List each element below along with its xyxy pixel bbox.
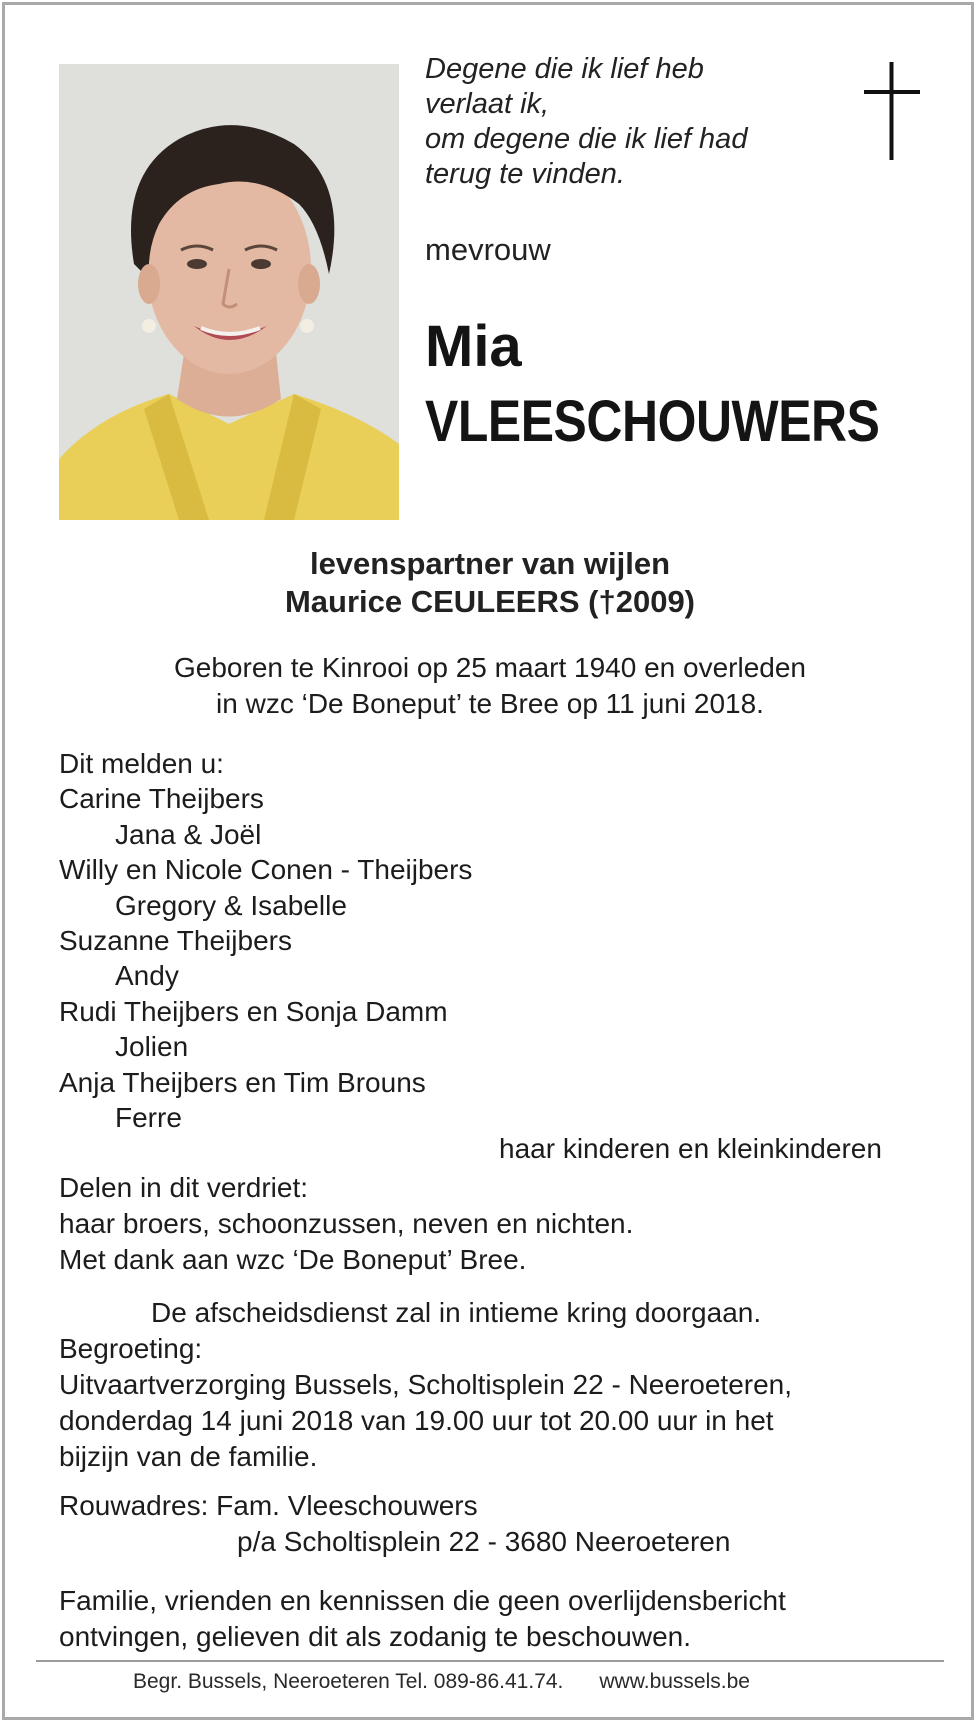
list-item: Carine Theijbers — [59, 783, 264, 815]
grief-line: Met dank aan wzc ‘De Boneput’ Bree. — [59, 1244, 527, 1275]
birth-death-block — [0, 650, 980, 722]
website-link[interactable]: www.bussels.be — [599, 1670, 750, 1693]
notice-block — [59, 1583, 786, 1655]
poem-line: Degene die ik lief heb — [425, 53, 704, 85]
honorific: mevrouw — [425, 232, 551, 267]
memorial-poem — [425, 52, 747, 192]
list-item: Andy — [115, 960, 179, 992]
notice-line: Familie, vrienden en kennissen die geen overlijdensbericht — [59, 1585, 786, 1616]
list-item: Jolien — [115, 1031, 189, 1063]
deceased-last-name: VLEESCHOUWERS — [425, 389, 880, 454]
grief-block — [59, 1170, 633, 1278]
service-line: Begroeting: — [59, 1333, 203, 1364]
birth-line: Geboren te Kinrooi op 25 maart 1940 en overleden — [174, 652, 806, 683]
poem-line: terug te vinden. — [425, 158, 625, 190]
list-item: Willy en Nicole Conen - Theijbers — [59, 854, 473, 886]
undertaker-contact: Begr. Bussels, Neeroeteren Tel. 089-86.41.74. — [133, 1670, 564, 1693]
list-item: Gregory & Isabelle — [115, 889, 347, 921]
footer-divider — [36, 1660, 944, 1662]
address-line: p/a Scholtisplein 22 - 3680 Neeroeteren — [237, 1526, 731, 1557]
service-line: De afscheidsdienst zal in intieme kring doorgaan. — [151, 1297, 762, 1328]
list-item: Suzanne Theijbers — [59, 925, 292, 957]
grief-line: haar broers, schoonzussen, neven en nichten. — [59, 1208, 634, 1239]
partner-block — [0, 545, 980, 621]
list-item: Jana & Joël — [115, 818, 262, 850]
announcers-list — [59, 746, 472, 1135]
announcers-intro: Dit melden u: — [59, 748, 224, 779]
latin-cross-icon — [864, 62, 920, 165]
list-item: Ferre — [115, 1102, 182, 1134]
poem-line: om degene die ik lief had — [425, 123, 748, 155]
service-block — [59, 1295, 792, 1475]
partner-line: levenspartner van wijlen — [309, 546, 671, 581]
poem-line: verlaat ik, — [425, 88, 550, 120]
list-item: Anja Theijbers en Tim Brouns — [59, 1066, 426, 1098]
deceased-first-name: Mia — [425, 314, 522, 379]
list-item: Rudi Theijbers en Sonja Damm — [59, 995, 448, 1027]
relation-note: haar kinderen en kleinkinderen — [499, 1133, 882, 1164]
grief-line: Delen in dit verdriet: — [59, 1172, 309, 1203]
notice-line: ontvingen, gelieven dit als zodanig te beschouwen. — [59, 1621, 691, 1652]
service-line: bijzijn van de familie. — [59, 1441, 318, 1472]
death-line: in wzc ‘De Boneput’ te Bree op 11 juni 2018. — [216, 688, 764, 719]
service-line: donderdag 14 juni 2018 van 19.00 uur tot 20.00 uur in het — [59, 1405, 774, 1436]
partner-name: Maurice CEULEERS (†2009) — [284, 584, 696, 619]
portrait-photo — [59, 64, 399, 520]
address-line: Rouwadres: Fam. Vleeschouwers — [59, 1490, 478, 1521]
mourning-address — [59, 1488, 730, 1560]
footer — [133, 1670, 750, 1694]
service-line: Uitvaartverzorging Bussels, Scholtisplein 22 - Neeroeteren, — [59, 1369, 793, 1400]
